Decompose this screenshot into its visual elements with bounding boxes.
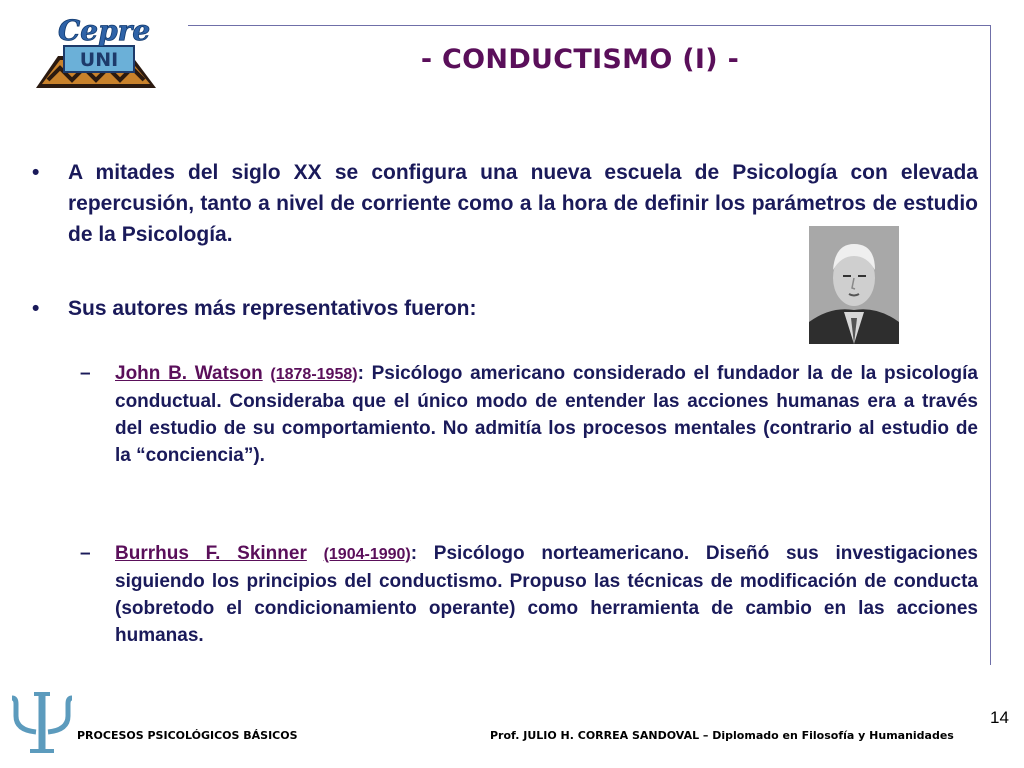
- bullet-text: Sus autores más representativos fueron:: [68, 297, 477, 320]
- author-item-watson: [80, 360, 978, 470]
- right-rule: [990, 25, 991, 665]
- author-years: (1904-1990): [323, 546, 411, 563]
- footer-course-title: PROCESOS PSICOLÓGICOS BÁSICOS: [77, 729, 298, 742]
- author-separator: :: [410, 543, 418, 564]
- bullet-marker: •: [32, 297, 40, 320]
- author-description: Psicólogo americano considerado el fundador la de la psicología conductual. Consideraba que el único modo de entender las acciones humanas era a través del estudio de su comportamiento. No admitía los procesos mentales (contrario al estudio de la “conciencia”).: [115, 363, 978, 466]
- author-item-skinner: [80, 540, 978, 650]
- svg-text:UNI: UNI: [79, 49, 119, 71]
- author-separator: :: [357, 363, 364, 384]
- bullet-marker: •: [32, 161, 40, 184]
- footer-professor: Prof. JULIO H. CORREA SANDOVAL – Diplomado en Filosofía y Humanidades: [490, 729, 954, 742]
- bullet-item: [32, 293, 978, 327]
- author-description: Psicólogo norteamericano. Diseñó sus investigaciones siguiendo los principios del conductismo. Propuso las técnicas de modificación de conducta (sobretodo el condicionamiento operante) como herramienta de cambio en las acciones humanas.: [115, 543, 979, 646]
- author-name: John B. Watson: [115, 363, 263, 384]
- bullet-text: A mitades del siglo XX se configura una nueva escuela de Psicología con elevada repercusión, tanto a nivel de corriente como a la hora de definir los parámetros de estudio de la Psicología.: [68, 161, 978, 246]
- psi-symbol-icon: [6, 690, 78, 756]
- author-name: Burrhus F. Skinner: [115, 543, 307, 564]
- author-text: [115, 360, 978, 469]
- author-text: [115, 540, 978, 649]
- sub-bullet-marker: –: [80, 543, 91, 564]
- sub-bullet-marker: –: [80, 363, 91, 384]
- slide-title: - CONDUCTISMO (I) -: [420, 44, 740, 75]
- header-rule: [188, 25, 991, 26]
- author-years: (1878-1958): [270, 366, 358, 383]
- svg-text:Cepre: Cepre: [58, 14, 151, 47]
- cepre-uni-logo: [28, 10, 162, 94]
- page-number: 14: [990, 708, 1009, 727]
